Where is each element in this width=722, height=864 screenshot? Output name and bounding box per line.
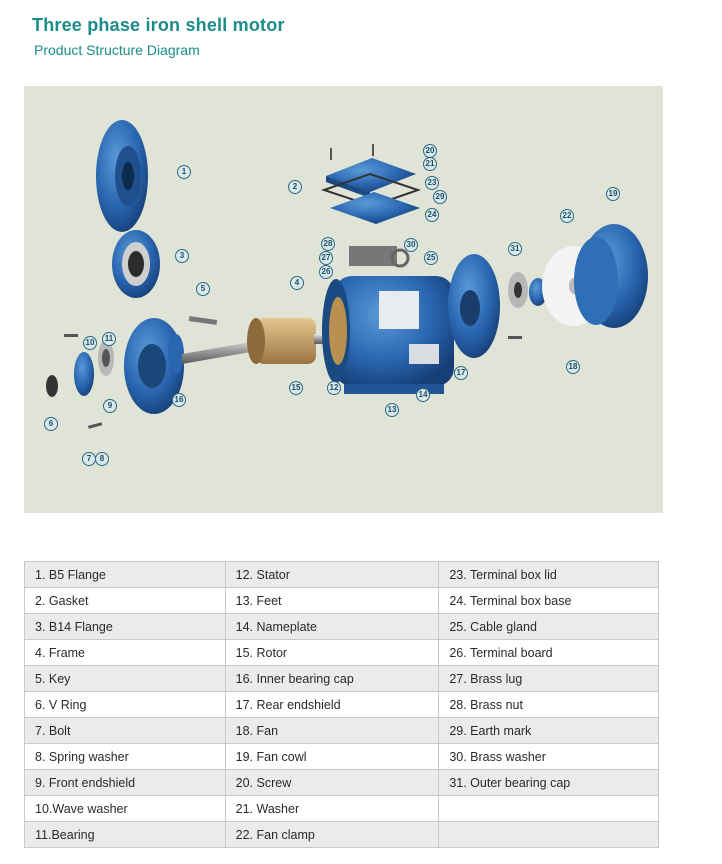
legend-cell: 12. Stator	[225, 562, 439, 588]
legend-cell: 23. Terminal box lid	[439, 562, 659, 588]
b14-flange-part	[112, 230, 160, 298]
callout-12: 12	[327, 381, 341, 395]
legend-row	[25, 562, 659, 588]
legend-cell: 14. Nameplate	[225, 614, 439, 640]
callout-11: 11	[102, 332, 116, 346]
legend-cell: 6. V Ring	[25, 692, 226, 718]
page-title: Three phase iron shell motor	[32, 15, 285, 35]
callout-28: 28	[321, 237, 335, 251]
legend-cell: 3. B14 Flange	[25, 614, 226, 640]
callout-25: 25	[424, 251, 438, 265]
legend-row	[25, 692, 659, 718]
callout-14: 14	[416, 388, 430, 402]
callout-21: 21	[423, 157, 437, 171]
legend-cell: 2. Gasket	[25, 588, 226, 614]
page-subtitle: Product Structure Diagram	[34, 42, 200, 58]
legend-cell: 31. Outer bearing cap	[439, 770, 659, 796]
legend-cell: 8. Spring washer	[25, 744, 226, 770]
legend-cell: 10.Wave washer	[25, 796, 226, 822]
callout-20: 20	[423, 144, 437, 158]
fan-cowl-part	[574, 224, 648, 328]
key-part	[189, 316, 217, 325]
callout-27: 27	[319, 251, 333, 265]
legend-cell: 13. Feet	[225, 588, 439, 614]
exploded-motor-diagram	[24, 86, 663, 513]
legend-cell: 28. Brass nut	[439, 692, 659, 718]
legend-row	[25, 588, 659, 614]
callout-16: 16	[172, 393, 186, 407]
callout-13: 13	[385, 403, 399, 417]
callout-31: 31	[508, 242, 522, 256]
legend-cell: 18. Fan	[225, 718, 439, 744]
legend-row	[25, 666, 659, 692]
callout-30: 30	[404, 238, 418, 252]
legend-cell	[439, 796, 659, 822]
legend-cell: 25. Cable gland	[439, 614, 659, 640]
callout-8: 8	[95, 452, 109, 466]
parts-legend-table	[24, 561, 659, 848]
legend-cell: 29. Earth mark	[439, 718, 659, 744]
legend-row	[25, 796, 659, 822]
bearing-part	[46, 340, 114, 397]
callout-3: 3	[175, 249, 189, 263]
callout-10: 10	[83, 336, 97, 350]
callout-29: 29	[433, 190, 447, 204]
callout-19: 19	[606, 187, 620, 201]
callout-7: 7	[82, 452, 96, 466]
callout-4: 4	[290, 276, 304, 290]
legend-cell: 26. Terminal board	[439, 640, 659, 666]
legend-cell: 1. B5 Flange	[25, 562, 226, 588]
callout-23: 23	[425, 176, 439, 190]
parts-legend-body	[25, 562, 659, 848]
legend-cell: 11.Bearing	[25, 822, 226, 848]
callout-22: 22	[560, 209, 574, 223]
legend-cell: 20. Screw	[225, 770, 439, 796]
frame-part	[322, 276, 454, 394]
legend-row	[25, 770, 659, 796]
outer-bearing-cap-part	[508, 272, 547, 308]
callout-6: 6	[44, 417, 58, 431]
legend-cell: 9. Front endshield	[25, 770, 226, 796]
legend-cell: 24. Terminal box base	[439, 588, 659, 614]
legend-row	[25, 822, 659, 848]
callout-26: 26	[319, 265, 333, 279]
legend-row	[25, 718, 659, 744]
legend-cell: 19. Fan cowl	[225, 744, 439, 770]
legend-cell: 4. Frame	[25, 640, 226, 666]
legend-row	[25, 744, 659, 770]
rear-endshield-part	[448, 254, 500, 358]
callout-15: 15	[289, 381, 303, 395]
legend-cell: 22. Fan clamp	[225, 822, 439, 848]
legend-cell: 30. Brass washer	[439, 744, 659, 770]
callout-18: 18	[566, 360, 580, 374]
legend-cell: 17. Rear endshield	[225, 692, 439, 718]
legend-cell: 21. Washer	[225, 796, 439, 822]
legend-row	[25, 614, 659, 640]
legend-cell: 5. Key	[25, 666, 226, 692]
legend-cell: 15. Rotor	[225, 640, 439, 666]
callout-24: 24	[425, 208, 439, 222]
legend-row	[25, 640, 659, 666]
legend-cell: 27. Brass lug	[439, 666, 659, 692]
callout-1: 1	[177, 165, 191, 179]
legend-cell	[439, 822, 659, 848]
b5-flange-part	[96, 120, 148, 232]
callout-9: 9	[103, 399, 117, 413]
legend-cell: 16. Inner bearing cap	[225, 666, 439, 692]
callout-17: 17	[454, 366, 468, 380]
callout-2: 2	[288, 180, 302, 194]
motor-illustration	[24, 86, 663, 513]
callout-5: 5	[196, 282, 210, 296]
legend-cell: 7. Bolt	[25, 718, 226, 744]
